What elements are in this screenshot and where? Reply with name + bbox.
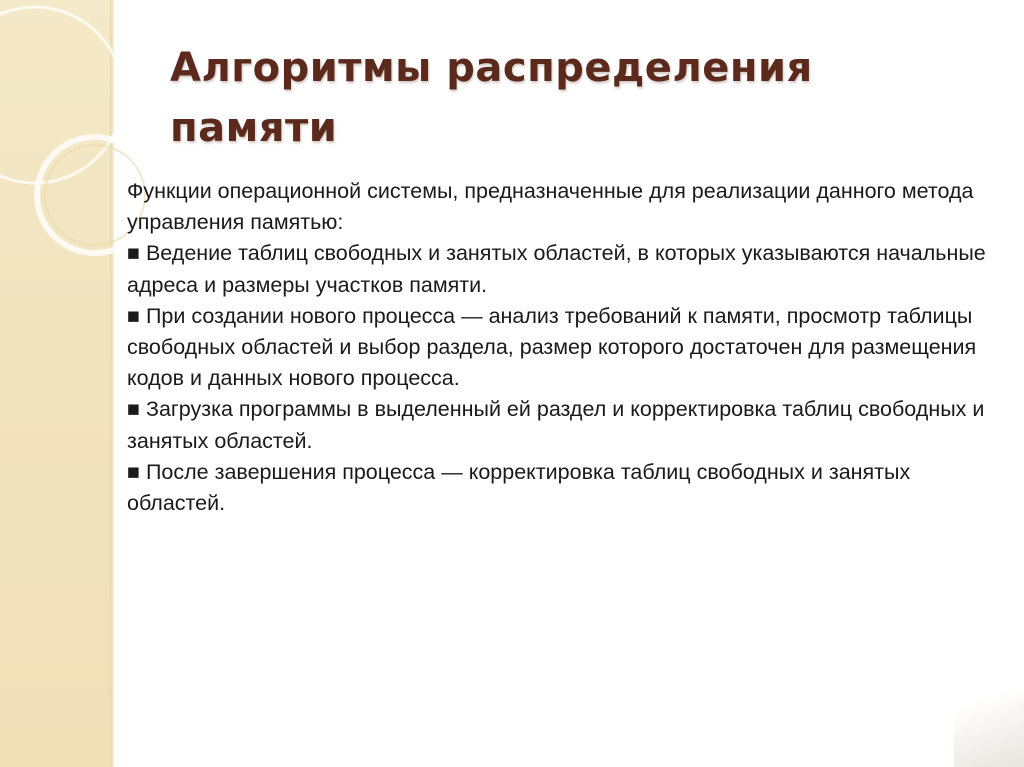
bullet-2: ■ При создании нового процесса — анализ требований к памяти, просмотр таблицы свободных областей и выбор раздела, размер которого достаточен для размещения кодов и данных нового процесса. bbox=[127, 303, 977, 391]
slide-title bbox=[170, 38, 930, 158]
title-line-2: памяти bbox=[170, 105, 338, 151]
page-curl-shadow bbox=[954, 607, 1024, 767]
slide-body bbox=[127, 176, 987, 519]
title-line-1: Алгоритмы распределения bbox=[170, 45, 813, 91]
bullet-1: ■ Ведение таблиц свободных и занятых областей, в которых указываются начальные адреса и размеры участков памяти. bbox=[127, 241, 986, 297]
intro-text: Функции операционной системы, предназначенные для реализации данного метода управления памятью: bbox=[127, 179, 974, 235]
bullet-3: ■ Загрузка программы в выделенный ей раздел и корректировка таблиц свободных и занятых областей. bbox=[127, 397, 985, 453]
bullet-4: ■ После завершения процесса — корректировка таблиц свободных и занятых областей. bbox=[127, 459, 911, 516]
